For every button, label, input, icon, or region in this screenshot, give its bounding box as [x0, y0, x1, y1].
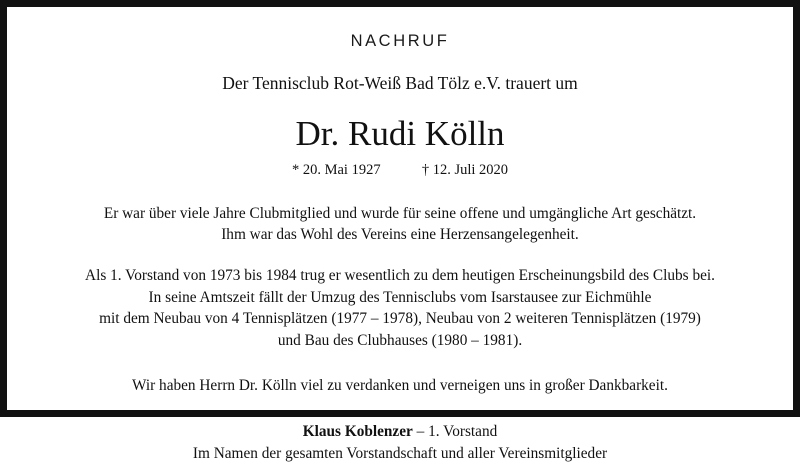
paragraph-two-line-four: und Bau des Clubhauses (1980 – 1981).	[277, 331, 523, 349]
signatory-role: 1. Vorstand	[428, 423, 498, 441]
paragraph-one-line-two: Ihm war das Wohl des Vereins eine Herzensangelegenheit.	[221, 226, 579, 244]
life-dates	[292, 162, 508, 179]
death-date: † 12. Juli 2020	[421, 162, 509, 179]
paragraph-two	[85, 265, 715, 351]
paragraph-three	[132, 375, 668, 396]
paragraph-two-line-three: mit dem Neubau von 4 Tennisplätzen (1977 – 1978), Neubau von 2 weiteren Tennisplätzen (1979)	[99, 310, 701, 328]
paragraph-three-line-one: Wir haben Herrn Dr. Kölln viel zu verdanken und verneigen uns in großer Dankbarkeit.	[132, 377, 668, 395]
signature-block	[193, 421, 607, 464]
birth-date: * 20. Mai 1927	[291, 162, 381, 179]
paragraph-two-line-two: In seine Amtszeit fällt der Umzug des Tennisclubs vom Isarstausee zur Eichmühle	[148, 288, 652, 306]
signatory-name: Klaus Koblenzer	[302, 423, 413, 441]
obituary-content	[7, 7, 793, 462]
paragraph-one	[104, 203, 696, 245]
deceased-name: Dr. Rudi Kölln	[295, 114, 505, 153]
paragraph-two-line-one: Als 1. Vorstand von 1973 bis 1984 trug er wesentlich zu dem heutigen Erscheinungsbild des Clubs bei.	[85, 267, 715, 285]
signature-line-one	[193, 421, 607, 442]
signature-separator: –	[412, 423, 429, 441]
subtitle: Der Tennisclub Rot-Weiß Bad Tölz e.V. trauert um	[222, 73, 578, 93]
signature-line-two: Im Namen der gesamten Vorstandschaft und aller Vereinsmitglieder	[192, 444, 608, 462]
page-title: NACHRUF	[350, 32, 450, 50]
paragraph-one-line-one: Er war über viele Jahre Clubmitglied und wurde für seine offene und umgängliche Art geschätzt.	[103, 205, 697, 223]
